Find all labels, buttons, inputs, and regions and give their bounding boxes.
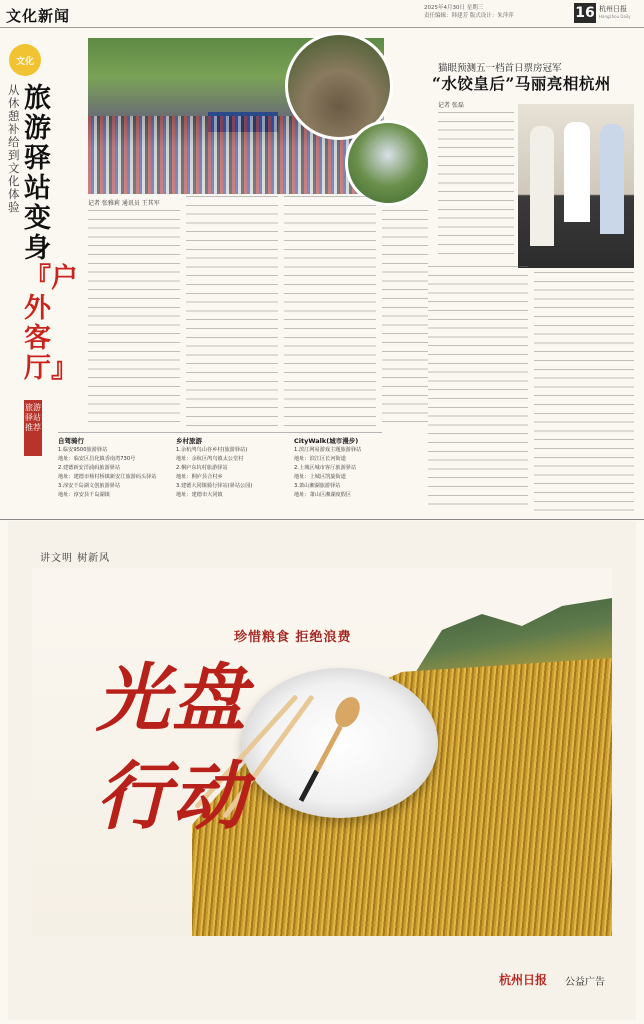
article-title	[24, 83, 78, 384]
article-subtitle: 从休憩补给到文化体验	[8, 83, 20, 214]
list-item: 1.滨江网易游戏主题旅游驿站	[294, 447, 362, 453]
newspaper-logo-en: Hangzhou Daily	[599, 14, 631, 19]
left-article-col-4	[382, 210, 428, 428]
ad-headline-line1: 光盘	[96, 656, 248, 742]
ad-footer-logo: 杭州日报	[499, 973, 548, 987]
left-article-byline: 记者 张雅莉 通讯员 王其军	[88, 200, 160, 207]
list-item: 2.建德新安洋浦码旅游驿站	[58, 465, 121, 471]
list-item: 地址：桐庐县合村乡	[176, 474, 223, 480]
list-item: 地址：滨江区长河街道	[294, 456, 346, 462]
station-exterior-photo	[345, 120, 431, 206]
listing-col-citywalk	[294, 446, 424, 500]
actors-photo	[518, 104, 634, 268]
right-article-byline: 记者 张磊	[438, 102, 464, 109]
section-title: 文化新闻	[6, 7, 71, 25]
right-article-col-1	[428, 266, 528, 512]
right-article-col-2	[534, 272, 634, 512]
list-item: 3.建德大同镇骑行驿站(驿站公园)	[176, 483, 253, 489]
right-article-lead	[438, 112, 514, 260]
page-header	[0, 0, 644, 28]
left-article-col-2	[186, 196, 278, 428]
person-figure	[530, 126, 554, 246]
listing-divider	[58, 432, 382, 433]
person-figure	[564, 122, 590, 222]
ad-slogan: 珍惜粮食 拒绝浪费	[234, 630, 352, 645]
ad-headline-line2: 行动	[96, 754, 248, 840]
ad-tagline: 讲文明 树新风	[40, 553, 111, 564]
page-number: 16	[575, 5, 595, 21]
article-title-part2: 『户外客厅』	[24, 263, 78, 384]
list-item: 3.萧山湘湖旅游驿站	[294, 483, 341, 489]
list-item: 1.余杭鸬鸟山谷乡村(旅游驿站)	[176, 447, 248, 453]
station-recommend-tab: 旅游驿站推荐	[24, 400, 42, 456]
person-figure	[600, 124, 624, 234]
list-item: 2.桐庐东坑村旅游驿站	[176, 465, 228, 471]
header-meta	[424, 4, 574, 20]
list-item: 地址：上城区凯旋街道	[294, 474, 346, 480]
list-item: 地址：淳安县千岛湖镇	[58, 492, 110, 498]
list-item: 1.临安9500旅游驿站	[58, 447, 108, 453]
list-item: 地址：建德市大同镇	[176, 492, 223, 498]
list-item: 3.淳安千岛湖文创旅游驿站	[58, 483, 121, 489]
editors-line: 责任编辑：韩建芳 版式设计：朱萍萍	[424, 13, 514, 19]
newspaper-logo: 杭州日报	[599, 5, 627, 13]
listing-head-selfdrive: 自驾骑行	[58, 437, 84, 445]
article-title-part1: 旅游驿站变身	[24, 83, 51, 264]
list-item: 地址：建德市杨村桥镇新安江旅游码头驿站	[58, 474, 157, 480]
ad-footer-label: 公益广告	[565, 977, 605, 988]
culture-tag-badge: 文化	[9, 44, 41, 76]
list-item: 地址：萧山区湘湖度假区	[294, 492, 352, 498]
listing-col-selfdrive	[58, 446, 168, 500]
left-article-col-1	[88, 210, 180, 428]
listing-head-citywalk: CityWalk(城市漫步)	[294, 437, 359, 445]
listing-head-rural: 乡村旅游	[176, 437, 202, 445]
left-article-col-3	[284, 196, 376, 428]
list-item: 地址：临安区昌化镇香南湾730号	[58, 456, 136, 462]
list-item: 地址：余杭区鸬鸟镇太公堂村	[176, 456, 244, 462]
listing-col-rural	[176, 446, 286, 500]
right-article-title: “水饺皇后”马丽亮相杭州	[432, 74, 611, 93]
right-article-kicker: 猫眼预测五一档首日票房冠军	[438, 63, 562, 74]
list-item: 2.上城区城市客厅旅游驿站	[294, 465, 357, 471]
ad-divider	[0, 519, 644, 520]
date-line: 2025年4月30日 星期三	[424, 5, 484, 11]
